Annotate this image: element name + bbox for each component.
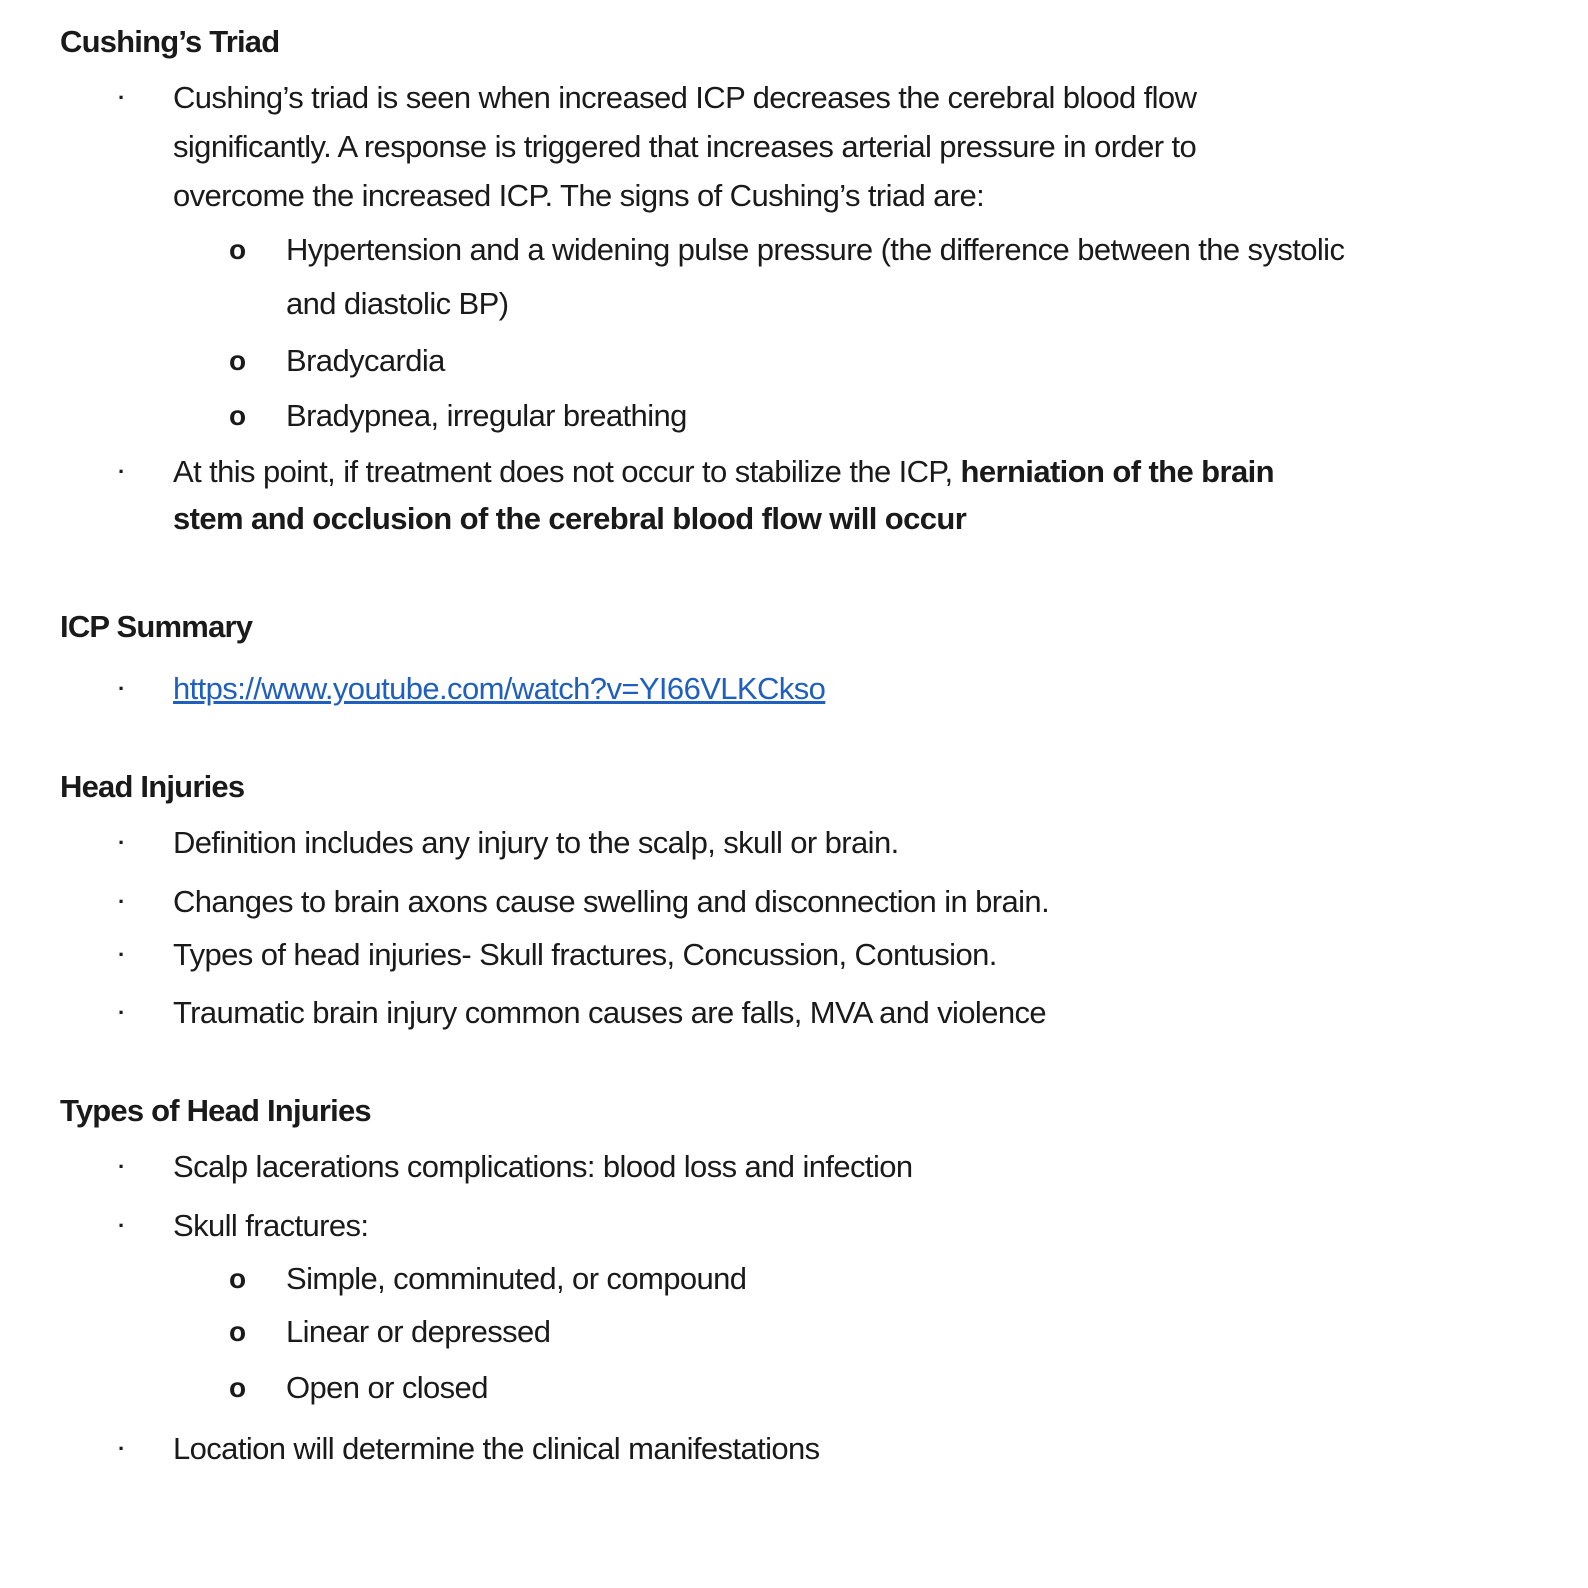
fracture-type: Simple, comminuted, or compound — [286, 1261, 747, 1296]
sub-bullet-icon: o — [229, 345, 247, 376]
bullet-icon: · — [118, 85, 126, 110]
sign-item: Bradypnea, irregular breathing — [286, 398, 687, 433]
fracture-type: Linear or depressed — [286, 1314, 551, 1349]
bullet-icon: · — [118, 889, 126, 914]
heading-icp-summary: ICP Summary — [60, 609, 253, 644]
bullet-icon: · — [118, 459, 126, 484]
list-item: Location will determine the clinical manifestations — [173, 1431, 820, 1466]
list-item: Definition includes any injury to the scalp, skull or brain. — [173, 825, 899, 860]
sub-bullet-icon: o — [229, 1316, 247, 1347]
paragraph-line: overcome the increased ICP. The signs of Cushing’s triad are: — [173, 178, 985, 213]
list-item: Skull fractures: — [173, 1208, 369, 1243]
sub-bullet-icon: o — [229, 234, 247, 265]
paragraph-line: Cushing’s triad is seen when increased ICP decreases the cerebral blood flow — [173, 80, 1197, 115]
list-item: Scalp lacerations complications: blood loss and infection — [173, 1149, 913, 1184]
bullet-icon: · — [118, 942, 126, 967]
normal-text: At this point, if treatment does not occur to stabilize the ICP, — [173, 454, 961, 489]
paragraph-line: significantly. A response is triggered that increases arterial pressure in order to — [173, 129, 1197, 164]
heading-types-of-head-injuries: Types of Head Injuries — [60, 1093, 371, 1128]
sign-item: Hypertension and a widening pulse pressure (the difference between the systolic — [286, 232, 1345, 267]
heading-cushings-triad: Cushing’s Triad — [60, 24, 280, 59]
list-item: Traumatic brain injury common causes are falls, MVA and violence — [173, 995, 1047, 1030]
fracture-type: Open or closed — [286, 1370, 488, 1405]
sign-item: Bradycardia — [286, 343, 445, 378]
heading-head-injuries: Head Injuries — [60, 769, 245, 804]
sub-bullet-icon: o — [229, 1263, 247, 1294]
bullet-icon: · — [118, 1000, 126, 1025]
sub-bullet-icon: o — [229, 400, 247, 431]
youtube-link[interactable]: https://www.youtube.com/watch?v=YI66VLKCkso — [173, 671, 826, 706]
bullet-icon: · — [118, 1436, 126, 1461]
bold-text: herniation of the brain — [960, 454, 1274, 489]
list-item: Types of head injuries- Skull fractures, Concussion, Contusion. — [173, 937, 997, 972]
bullet-icon: · — [118, 1154, 126, 1179]
paragraph-line — [173, 452, 1274, 492]
bullet-icon: · — [118, 1213, 126, 1238]
bullet-icon: · — [118, 830, 126, 855]
list-item: Changes to brain axons cause swelling and disconnection in brain. — [173, 884, 1050, 919]
bullet-icon: · — [118, 676, 126, 701]
bold-text: stem and occlusion of the cerebral blood flow will occur — [173, 501, 967, 536]
sub-bullet-icon: o — [229, 1372, 247, 1403]
sign-item-continued: and diastolic BP) — [286, 286, 509, 321]
